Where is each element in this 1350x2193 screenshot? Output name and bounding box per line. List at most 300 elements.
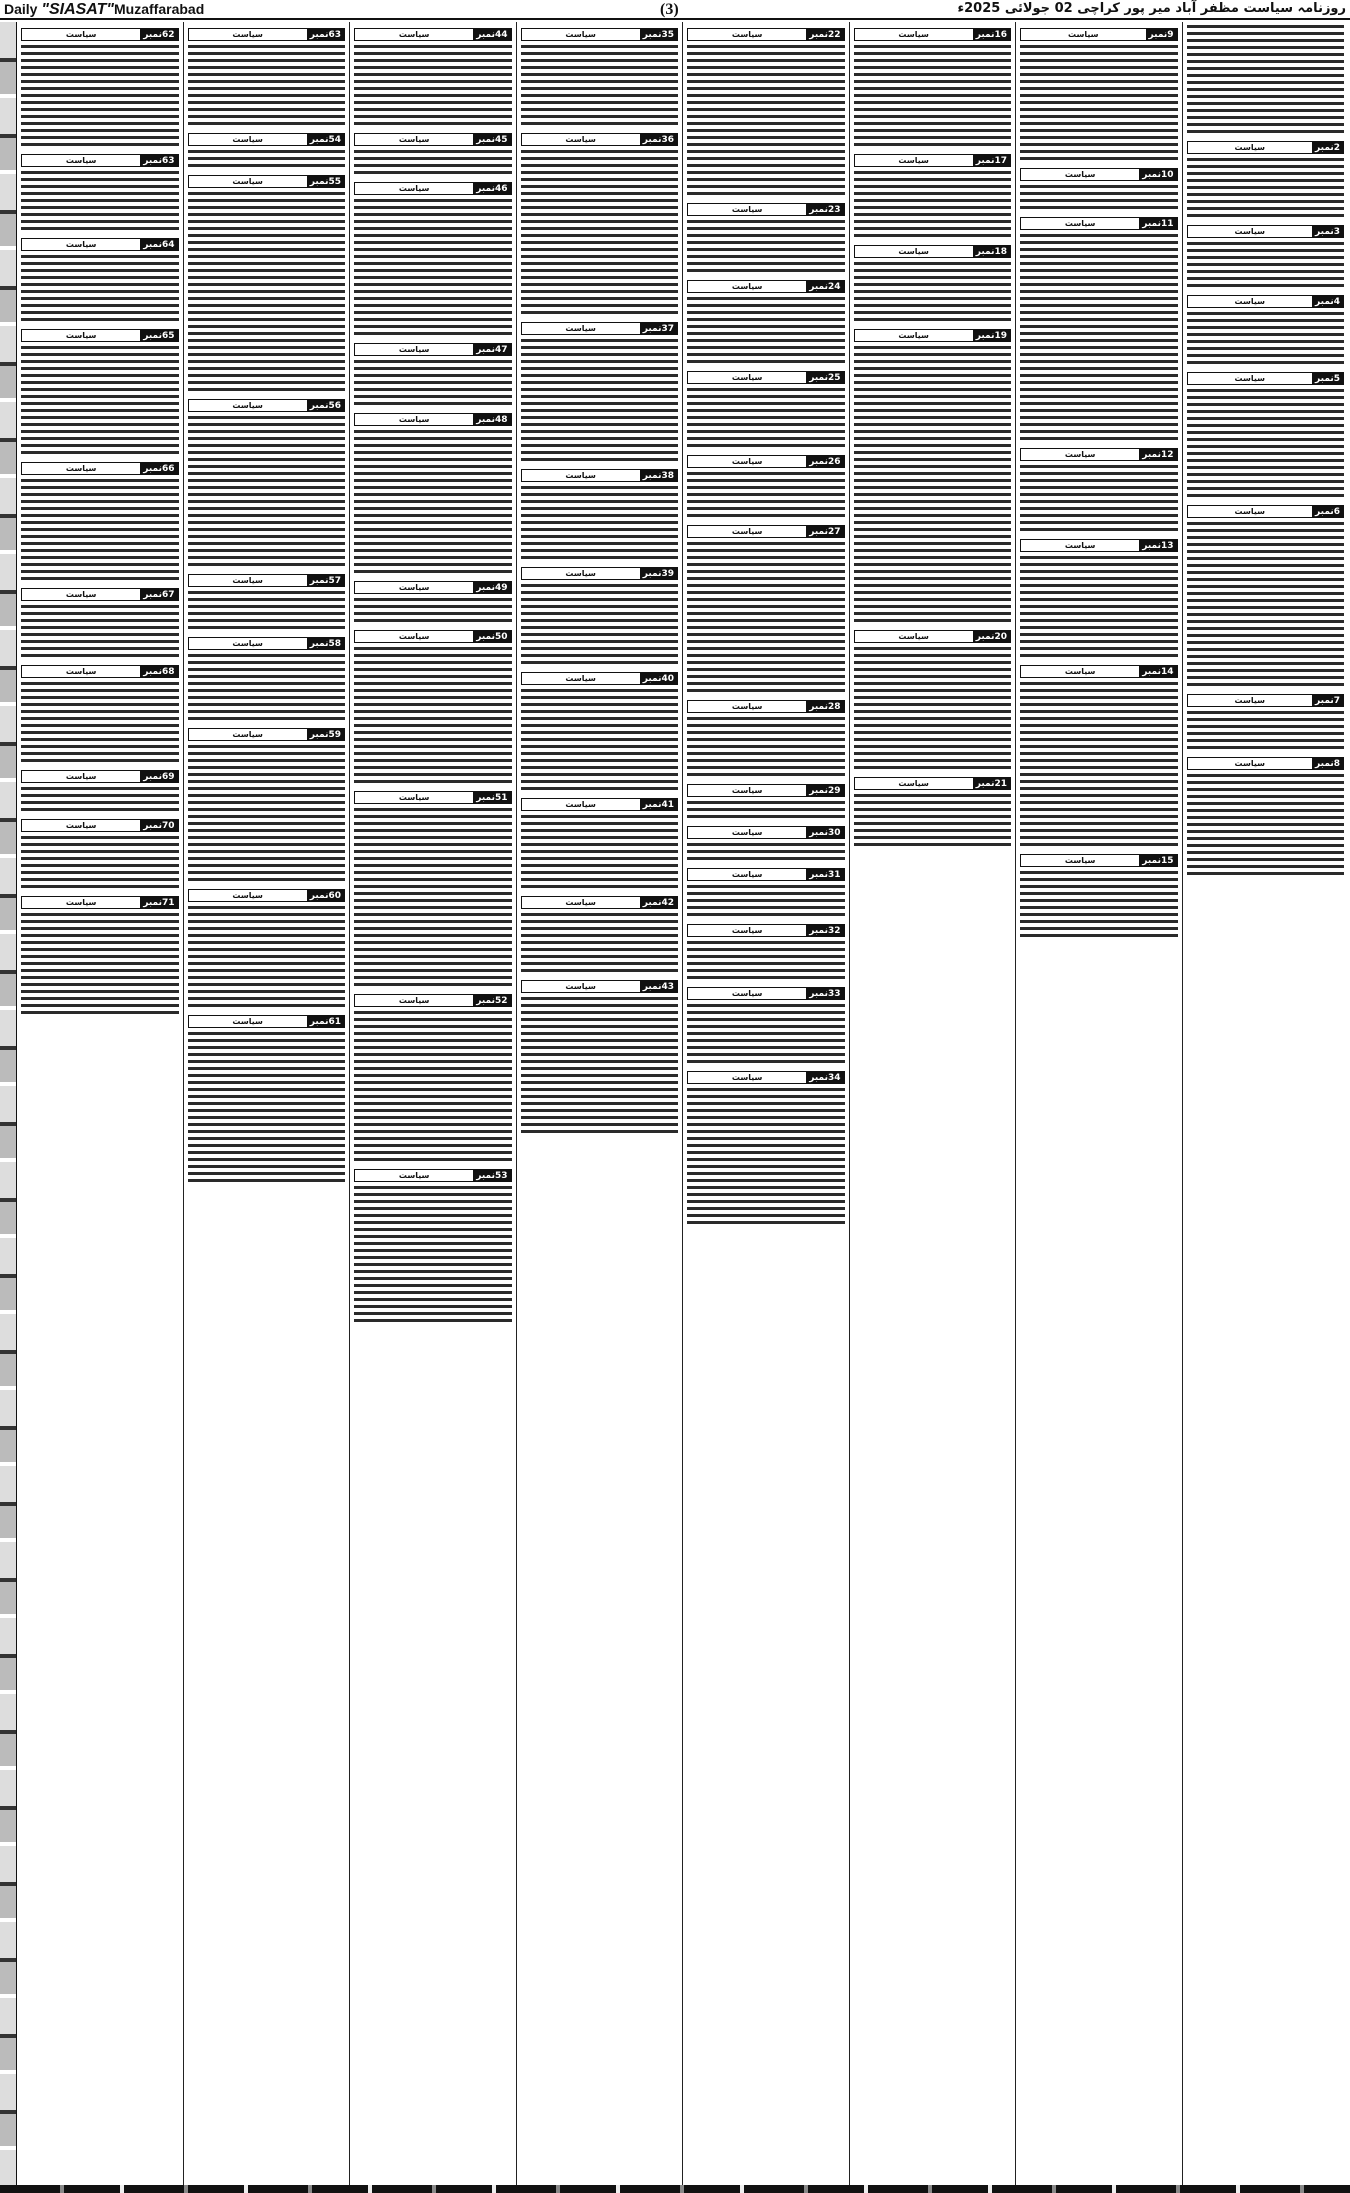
notice-label: سیاست bbox=[1064, 667, 1096, 676]
notice-block bbox=[188, 399, 346, 570]
notice-block bbox=[354, 343, 512, 409]
notice-label: سیاست bbox=[1234, 759, 1266, 768]
notice-block bbox=[21, 770, 179, 815]
notice-number: 63نمبر bbox=[140, 155, 177, 166]
notice-label: سیاست bbox=[398, 1171, 430, 1180]
notice-block bbox=[21, 665, 179, 766]
notice-text-lines bbox=[521, 913, 679, 976]
notice-block bbox=[1020, 168, 1178, 213]
notice-number: 57نمبر bbox=[307, 575, 344, 586]
notice-heading bbox=[354, 28, 512, 41]
notice-text-lines bbox=[21, 45, 179, 150]
notice-block bbox=[687, 868, 845, 920]
notice-text-lines bbox=[354, 1011, 512, 1165]
notice-number: 32نمبر bbox=[806, 925, 843, 936]
notice-number: 30نمبر bbox=[806, 827, 843, 838]
notice-label: سیاست bbox=[898, 30, 929, 39]
notice-text-lines bbox=[1020, 185, 1178, 213]
notice-heading bbox=[188, 1015, 346, 1028]
notice-text-lines bbox=[687, 885, 845, 920]
notice-block bbox=[21, 329, 179, 458]
notice-number: 17نمبر bbox=[973, 155, 1010, 166]
notice-heading bbox=[687, 826, 845, 839]
notice-label: سیاست bbox=[1234, 227, 1266, 236]
notice-heading bbox=[188, 133, 346, 146]
notice-heading bbox=[854, 245, 1012, 258]
notice-number: 54نمبر bbox=[307, 134, 344, 145]
notice-number: 8نمبر bbox=[1312, 758, 1343, 769]
notice-number: 53نمبر bbox=[473, 1170, 510, 1181]
notice-number: 34نمبر bbox=[806, 1072, 843, 1083]
notice-text-lines bbox=[687, 801, 845, 822]
notice-label: سیاست bbox=[65, 821, 97, 830]
notice-label: سیاست bbox=[731, 870, 763, 879]
notice-block bbox=[1187, 372, 1345, 501]
masthead-left bbox=[4, 1, 204, 19]
notice-number: 4نمبر bbox=[1312, 296, 1343, 307]
notice-heading bbox=[21, 770, 179, 783]
notice-heading bbox=[1020, 854, 1178, 867]
notice-text-lines bbox=[521, 997, 679, 1137]
notice-number: 29نمبر bbox=[806, 785, 843, 796]
notice-block bbox=[188, 637, 346, 724]
notice-number: 7نمبر bbox=[1312, 695, 1343, 706]
notice-heading bbox=[354, 413, 512, 426]
notice-heading bbox=[687, 371, 845, 384]
notice-block bbox=[854, 329, 1012, 626]
notice-number: 43نمبر bbox=[640, 981, 677, 992]
notice-label: سیاست bbox=[731, 527, 763, 536]
notice-block bbox=[354, 28, 512, 129]
notice-label: سیاست bbox=[1234, 143, 1266, 152]
notice-heading bbox=[21, 896, 179, 909]
notice-label: سیاست bbox=[565, 898, 596, 907]
notice-number: 55نمبر bbox=[307, 176, 344, 187]
notice-label: سیاست bbox=[731, 702, 763, 711]
page-number: (3) bbox=[660, 1, 679, 18]
notice-block bbox=[687, 784, 845, 822]
notice-heading bbox=[1187, 505, 1345, 518]
notice-text-lines bbox=[687, 472, 845, 521]
notice-block bbox=[687, 28, 845, 199]
notice-heading bbox=[21, 329, 179, 342]
notice-number: 36نمبر bbox=[640, 134, 677, 145]
notice-label: سیاست bbox=[398, 135, 430, 144]
notice-number: 59نمبر bbox=[307, 729, 344, 740]
notice-block bbox=[354, 133, 512, 178]
notice-label: سیاست bbox=[565, 30, 596, 39]
notice-number: 68نمبر bbox=[140, 666, 177, 677]
notice-block bbox=[21, 588, 179, 661]
notice-text-lines bbox=[354, 150, 512, 178]
notice-text-lines bbox=[1187, 25, 1345, 137]
notice-number: 46نمبر bbox=[473, 183, 510, 194]
notice-heading bbox=[354, 182, 512, 195]
notice-label: سیاست bbox=[398, 583, 430, 592]
notice-block bbox=[854, 154, 1012, 241]
notice-text-lines bbox=[687, 1088, 845, 1228]
notice-text-lines bbox=[354, 1186, 512, 1326]
notice-number: 61نمبر bbox=[307, 1016, 344, 1027]
notice-block bbox=[354, 994, 512, 1165]
notice-heading bbox=[21, 665, 179, 678]
notice-block bbox=[1187, 505, 1345, 690]
notice-text-lines bbox=[1020, 682, 1178, 850]
notice-text-lines bbox=[21, 913, 179, 1018]
notice-number: 44نمبر bbox=[473, 29, 510, 40]
notice-label: سیاست bbox=[65, 590, 97, 599]
notice-label: سیاست bbox=[1234, 696, 1266, 705]
notice-number: 24نمبر bbox=[806, 281, 843, 292]
notice-block bbox=[854, 630, 1012, 773]
notice-number: 28نمبر bbox=[806, 701, 843, 712]
notice-label: سیاست bbox=[565, 324, 596, 333]
notice-block bbox=[687, 987, 845, 1067]
notice-block bbox=[854, 777, 1012, 850]
notice-label: سیاست bbox=[232, 30, 263, 39]
notice-heading bbox=[1020, 665, 1178, 678]
notice-block bbox=[687, 371, 845, 451]
notice-heading bbox=[687, 525, 845, 538]
notice-number: 64نمبر bbox=[140, 239, 177, 250]
notice-label: سیاست bbox=[232, 1017, 263, 1026]
notice-text-lines bbox=[521, 584, 679, 668]
notice-block bbox=[1020, 854, 1178, 941]
notice-text-lines bbox=[354, 199, 512, 339]
notice-heading bbox=[21, 238, 179, 251]
notice-block bbox=[687, 525, 845, 696]
notice-number: 2نمبر bbox=[1312, 142, 1343, 153]
notice-number: 58نمبر bbox=[307, 638, 344, 649]
notice-heading bbox=[21, 588, 179, 601]
notice-text-lines bbox=[1187, 389, 1345, 501]
notice-label: سیاست bbox=[1064, 856, 1096, 865]
notice-heading bbox=[1187, 372, 1345, 385]
notice-heading bbox=[687, 987, 845, 1000]
notice-label: سیاست bbox=[65, 772, 97, 781]
notice-text-lines bbox=[854, 794, 1012, 850]
notice-text-lines bbox=[1187, 312, 1345, 368]
notice-text-lines bbox=[21, 255, 179, 325]
notice-label: سیاست bbox=[65, 156, 97, 165]
notice-heading bbox=[21, 154, 179, 167]
notice-text-lines bbox=[687, 45, 845, 199]
notice-text-lines bbox=[354, 647, 512, 787]
notice-text-lines bbox=[1187, 522, 1345, 690]
notice-block bbox=[354, 413, 512, 577]
notice-text-lines bbox=[521, 339, 679, 465]
notice-heading bbox=[1020, 168, 1178, 181]
notice-label: سیاست bbox=[232, 177, 263, 186]
notice-heading bbox=[687, 203, 845, 216]
notice-text-lines bbox=[687, 1004, 845, 1067]
notice-label: سیاست bbox=[565, 569, 596, 578]
notice-number: 41نمبر bbox=[640, 799, 677, 810]
notice-heading bbox=[687, 784, 845, 797]
notice-column bbox=[1182, 22, 1349, 2185]
notice-text-lines bbox=[854, 346, 1012, 626]
notice-label: سیاست bbox=[731, 30, 763, 39]
notice-block bbox=[1187, 694, 1345, 753]
notice-text-lines bbox=[188, 591, 346, 633]
notice-number: 67نمبر bbox=[140, 589, 177, 600]
notice-number: 35نمبر bbox=[640, 29, 677, 40]
notice-number: 70نمبر bbox=[140, 820, 177, 831]
notice-number: 39نمبر bbox=[640, 568, 677, 579]
notice-heading bbox=[687, 455, 845, 468]
notice-text-lines bbox=[1020, 556, 1178, 661]
notice-block bbox=[188, 133, 346, 171]
notice-text-lines bbox=[1187, 158, 1345, 221]
notice-label: سیاست bbox=[65, 240, 97, 249]
side-ornament-strip bbox=[0, 22, 17, 2185]
notice-block bbox=[521, 28, 679, 129]
notice-text-lines bbox=[687, 297, 845, 367]
notice-text-lines bbox=[687, 717, 845, 780]
notice-label: سیاست bbox=[731, 828, 763, 837]
notice-text-lines bbox=[1187, 774, 1345, 879]
notice-label: سیاست bbox=[1068, 30, 1099, 39]
notice-heading bbox=[1020, 217, 1178, 230]
notice-heading bbox=[1187, 694, 1345, 707]
notice-number: 71نمبر bbox=[140, 897, 177, 908]
notice-number: 9نمبر bbox=[1146, 29, 1177, 40]
notice-heading bbox=[521, 980, 679, 993]
notice-heading bbox=[521, 567, 679, 580]
notice-text-lines bbox=[354, 808, 512, 990]
notice-block bbox=[21, 462, 179, 584]
notice-block bbox=[1020, 28, 1178, 164]
columns-area bbox=[17, 22, 1348, 2185]
notice-label: سیاست bbox=[398, 184, 430, 193]
notice-number: 12نمبر bbox=[1139, 449, 1176, 460]
notice-heading bbox=[521, 469, 679, 482]
notice-number: 69نمبر bbox=[140, 771, 177, 782]
notice-block bbox=[687, 1071, 845, 1228]
notice-heading bbox=[354, 1169, 512, 1182]
notice-label: سیاست bbox=[398, 30, 430, 39]
notice-heading bbox=[521, 322, 679, 335]
notice-heading bbox=[521, 133, 679, 146]
notice-label: سیاست bbox=[1064, 541, 1096, 550]
notice-text-lines bbox=[354, 45, 512, 129]
notice-text-lines bbox=[687, 542, 845, 696]
masthead-name: "SIASAT" bbox=[41, 1, 115, 18]
notice-number: 48نمبر bbox=[473, 414, 510, 425]
notice-block bbox=[687, 280, 845, 367]
notice-heading bbox=[854, 329, 1012, 342]
notice-block bbox=[188, 28, 346, 129]
notice-label: سیاست bbox=[1234, 374, 1266, 383]
notice-text-lines bbox=[188, 1032, 346, 1186]
notice-block bbox=[687, 826, 845, 864]
notice-number: 65نمبر bbox=[140, 330, 177, 341]
notice-text-lines bbox=[1020, 234, 1178, 444]
notice-text-lines bbox=[188, 745, 346, 885]
notice-text-lines bbox=[188, 416, 346, 570]
notice-heading bbox=[188, 637, 346, 650]
notice-text-lines bbox=[21, 346, 179, 458]
notice-text-lines bbox=[21, 682, 179, 766]
notice-text-lines bbox=[854, 171, 1012, 241]
notice-heading bbox=[1187, 141, 1345, 154]
notice-block bbox=[1020, 448, 1178, 535]
notice-number: 50نمبر bbox=[473, 631, 510, 642]
notice-block bbox=[521, 567, 679, 668]
notice-heading bbox=[188, 175, 346, 188]
notice-block bbox=[854, 28, 1012, 150]
notice-number: 49نمبر bbox=[473, 582, 510, 593]
notice-text-lines bbox=[21, 479, 179, 584]
notice-block bbox=[521, 133, 679, 318]
notice-text-lines bbox=[188, 906, 346, 1011]
notice-label: سیاست bbox=[731, 457, 763, 466]
notice-label: سیاست bbox=[65, 464, 97, 473]
notice-label: سیاست bbox=[398, 345, 430, 354]
notice-label: سیاست bbox=[565, 674, 596, 683]
notice-label: سیاست bbox=[232, 401, 263, 410]
notice-block bbox=[21, 896, 179, 1018]
notice-text-lines bbox=[21, 605, 179, 661]
notice-label: سیاست bbox=[898, 156, 929, 165]
notice-block bbox=[521, 798, 679, 892]
notice-label: سیاست bbox=[1064, 219, 1096, 228]
notice-heading bbox=[1187, 295, 1345, 308]
notice-column bbox=[1015, 22, 1182, 2185]
notice-text-lines bbox=[854, 647, 1012, 773]
notice-block bbox=[354, 581, 512, 626]
notice-heading bbox=[354, 630, 512, 643]
notice-column bbox=[682, 22, 849, 2185]
notice-label: سیاست bbox=[1234, 507, 1266, 516]
notice-text-lines bbox=[854, 262, 1012, 325]
notice-block bbox=[188, 1015, 346, 1186]
notice-block bbox=[1187, 757, 1345, 879]
notice-text-lines bbox=[687, 843, 845, 864]
notice-text-lines bbox=[354, 430, 512, 577]
notice-heading bbox=[188, 574, 346, 587]
notice-number: 20نمبر bbox=[973, 631, 1010, 642]
notice-label: سیاست bbox=[565, 800, 596, 809]
notice-label: سیاست bbox=[565, 982, 596, 991]
notice-text-lines bbox=[1187, 711, 1345, 753]
notice-heading bbox=[1187, 225, 1345, 238]
notice-number: 47نمبر bbox=[473, 344, 510, 355]
notice-text-lines bbox=[687, 941, 845, 983]
notice-text-lines bbox=[521, 150, 679, 318]
notice-block bbox=[21, 154, 179, 234]
notice-label: سیاست bbox=[398, 415, 430, 424]
notice-text-lines bbox=[521, 815, 679, 892]
notice-heading bbox=[521, 672, 679, 685]
notice-heading bbox=[687, 280, 845, 293]
notice-block bbox=[521, 469, 679, 563]
notice-number: 26نمبر bbox=[806, 456, 843, 467]
notice-number: 52نمبر bbox=[473, 995, 510, 1006]
notice-column bbox=[349, 22, 516, 2185]
notice-text-lines bbox=[21, 787, 179, 815]
notice-label: سیاست bbox=[898, 331, 929, 340]
notice-heading bbox=[188, 399, 346, 412]
notice-number: 45نمبر bbox=[473, 134, 510, 145]
masthead-daily: Daily bbox=[4, 1, 42, 17]
notice-label: سیاست bbox=[731, 786, 763, 795]
notice-text-lines bbox=[854, 45, 1012, 150]
notice-label: سیاست bbox=[1064, 450, 1096, 459]
notice-number: 56نمبر bbox=[307, 400, 344, 411]
notice-number: 14نمبر bbox=[1139, 666, 1176, 677]
notice-block bbox=[188, 728, 346, 885]
notice-heading bbox=[854, 28, 1012, 41]
notice-label: سیاست bbox=[731, 989, 763, 998]
notice-number: 15نمبر bbox=[1139, 855, 1176, 866]
notice-heading bbox=[354, 581, 512, 594]
notice-block bbox=[1187, 295, 1345, 368]
notice-label: سیاست bbox=[898, 632, 929, 641]
notice-number: 6نمبر bbox=[1312, 506, 1343, 517]
notice-label: سیاست bbox=[731, 282, 763, 291]
notice-heading bbox=[687, 1071, 845, 1084]
notice-label: سیاست bbox=[232, 135, 263, 144]
notice-block bbox=[354, 1169, 512, 1326]
notice-heading bbox=[1020, 28, 1178, 41]
notice-text-lines bbox=[521, 689, 679, 794]
notice-text-lines bbox=[1020, 871, 1178, 941]
notice-label: سیاست bbox=[232, 576, 263, 585]
notice-heading bbox=[687, 28, 845, 41]
notice-label: سیاست bbox=[232, 730, 263, 739]
notice-number: 5نمبر bbox=[1312, 373, 1343, 384]
notice-block bbox=[354, 182, 512, 339]
notice-heading bbox=[188, 28, 346, 41]
notice-text-lines bbox=[188, 654, 346, 724]
notice-heading bbox=[1020, 448, 1178, 461]
notice-heading bbox=[1187, 757, 1345, 770]
notice-number: 33نمبر bbox=[806, 988, 843, 999]
notice-text-lines bbox=[1020, 465, 1178, 535]
notice-heading bbox=[521, 798, 679, 811]
notice-block bbox=[188, 889, 346, 1011]
notice-block bbox=[521, 672, 679, 794]
notice-block bbox=[687, 700, 845, 780]
notice-block bbox=[354, 791, 512, 990]
notice-heading bbox=[354, 133, 512, 146]
masthead-city: Muzaffarabad bbox=[114, 1, 205, 17]
notice-block bbox=[1187, 225, 1345, 291]
notice-label: سیاست bbox=[898, 779, 929, 788]
notice-label: سیاست bbox=[398, 632, 430, 641]
notice-number: 19نمبر bbox=[973, 330, 1010, 341]
notice-number: 21نمبر bbox=[973, 778, 1010, 789]
notice-column bbox=[17, 22, 183, 2185]
notice-text-lines bbox=[21, 171, 179, 234]
notice-number: 10نمبر bbox=[1139, 169, 1176, 180]
notice-number: 31نمبر bbox=[806, 869, 843, 880]
notice-heading bbox=[21, 462, 179, 475]
notice-block bbox=[21, 238, 179, 325]
notice-text-lines bbox=[1187, 242, 1345, 291]
notice-block bbox=[188, 175, 346, 395]
notice-number: 22نمبر bbox=[806, 29, 843, 40]
notice-column bbox=[849, 22, 1016, 2185]
notice-label: سیاست bbox=[65, 667, 97, 676]
notice-text-lines bbox=[188, 192, 346, 395]
notice-block bbox=[687, 203, 845, 276]
notice-number: 11نمبر bbox=[1139, 218, 1176, 229]
notice-label: سیاست bbox=[232, 891, 263, 900]
notice-label: سیاست bbox=[398, 996, 430, 1005]
notice-number: 60نمبر bbox=[307, 890, 344, 901]
